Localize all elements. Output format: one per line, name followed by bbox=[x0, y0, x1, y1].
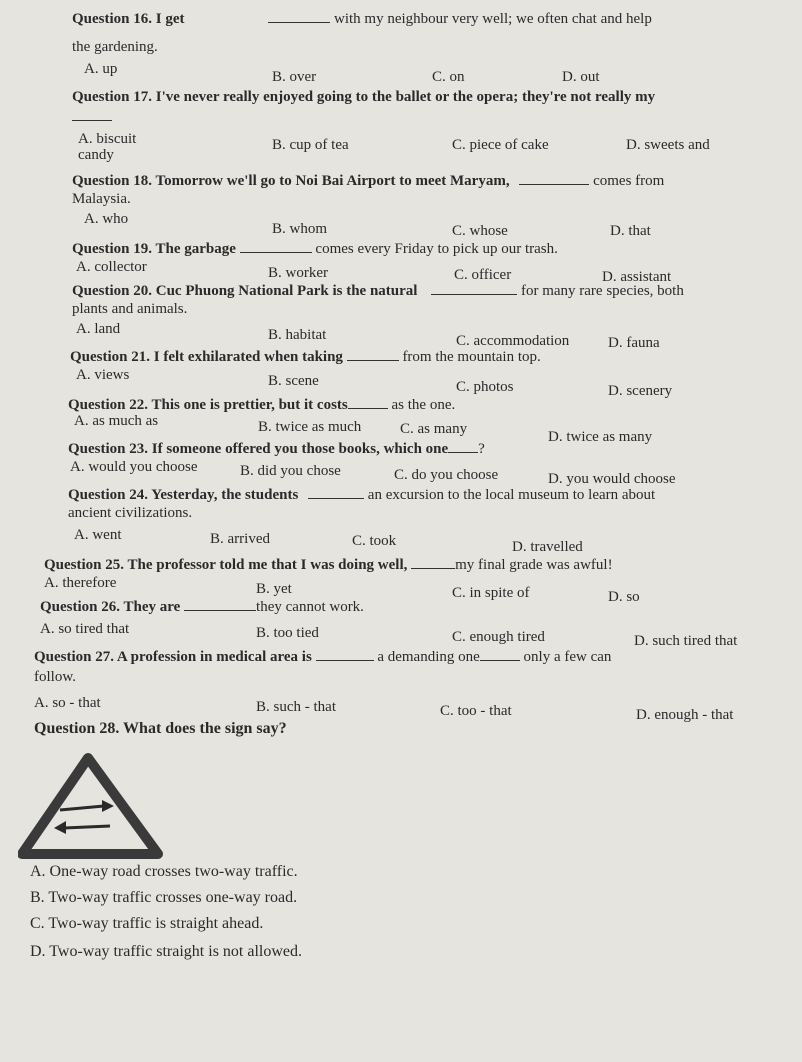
q23-option-c: C. do you choose bbox=[394, 467, 499, 483]
q16-option-a: A. up bbox=[84, 61, 118, 77]
q18-option-d: D. that bbox=[610, 223, 651, 239]
q28-stem: Question 28. What does the sign say? bbox=[34, 720, 287, 737]
q19-option-a: A. collector bbox=[76, 259, 147, 275]
q26-option-a: A. so tired that bbox=[40, 621, 130, 637]
left-arrow-icon bbox=[54, 821, 110, 834]
q28-option-c: C. Two-way traffic is straight ahead. bbox=[30, 915, 264, 932]
q24-stem-cont: ancient civilizations. bbox=[68, 505, 193, 521]
q16-option-c: C. on bbox=[432, 69, 465, 85]
q27-option-d: D. enough - that bbox=[636, 707, 734, 723]
q21-option-b: B. scene bbox=[268, 373, 319, 389]
q16-option-b: B. over bbox=[272, 69, 317, 85]
q24-stem: Question 24. Yesterday, the students an excursion to the local museum to learn about bbox=[68, 487, 656, 503]
q26-option-d: D. such tired that bbox=[634, 633, 738, 649]
q19-option-c: C. officer bbox=[454, 267, 512, 283]
q19-option-d: D. assistant bbox=[602, 269, 672, 285]
q21-option-d: D. scenery bbox=[608, 383, 673, 399]
q21-option-c: C. photos bbox=[456, 379, 514, 395]
q18-option-b: B. whom bbox=[272, 221, 328, 237]
q26-stem: Question 26. They are they cannot work. bbox=[40, 599, 364, 615]
q25-option-c: C. in spite of bbox=[452, 585, 530, 601]
q20-option-a: A. land bbox=[76, 321, 121, 337]
q22-option-b: B. twice as much bbox=[258, 419, 362, 435]
q16-stem-cont: the gardening. bbox=[72, 39, 158, 55]
q27-option-b: B. such - that bbox=[256, 699, 336, 715]
q23-stem: Question 23. If someone offered you those books, which one ? bbox=[68, 441, 485, 457]
q19-stem: Question 19. The garbage comes every Friday to pick up our trash. bbox=[72, 241, 558, 257]
q21-stem: Question 21. I felt exhilarated when taking from the mountain top. bbox=[70, 349, 541, 365]
q18-option-c: C. whose bbox=[452, 223, 508, 239]
q19-option-b: B. worker bbox=[268, 265, 328, 281]
q21-option-a: A. views bbox=[76, 367, 130, 383]
q18-stem: Question 18. Tomorrow we'll go to Noi Bai Airport to meet Maryam, comes from bbox=[72, 173, 665, 189]
q22-option-c: C. as many bbox=[400, 421, 468, 437]
q20-option-c: C. accommodation bbox=[456, 333, 570, 349]
q18-option-a: A. who bbox=[84, 211, 129, 227]
q25-stem: Question 25. The professor told me that I was doing well, my final grade was awful! bbox=[44, 557, 613, 573]
q17-option-d: D. sweets and bbox=[626, 137, 710, 153]
q17-option-c: C. piece of cake bbox=[452, 137, 549, 153]
q25-option-b: B. yet bbox=[256, 581, 292, 597]
q27-option-c: C. too - that bbox=[440, 703, 512, 719]
q17-option-a-wrap: candy bbox=[78, 147, 114, 163]
q28-option-d: D. Two-way traffic straight is not allowed. bbox=[30, 943, 303, 960]
q16-option-d: D. out bbox=[562, 69, 600, 85]
q22-option-d: D. twice as many bbox=[548, 429, 653, 445]
q23-option-a: A. would you choose bbox=[70, 459, 198, 475]
q17-option-a: A. biscuit bbox=[78, 131, 137, 147]
q25-option-d: D. so bbox=[608, 589, 640, 605]
q24-option-d: D. travelled bbox=[512, 539, 583, 555]
q27-stem: Question 27. A profession in medical area is a demanding one only a few can bbox=[34, 649, 612, 665]
q28-option-a: A. One-way road crosses two-way traffic. bbox=[30, 863, 298, 880]
q20-stem-cont: plants and animals. bbox=[72, 301, 188, 317]
q24-option-a: A. went bbox=[74, 527, 122, 543]
q27-option-a: A. so - that bbox=[34, 695, 101, 711]
q20-option-d: D. fauna bbox=[608, 335, 660, 351]
q22-stem: Question 22. This one is prettier, but it costs as the one. bbox=[68, 397, 456, 413]
q16-stem: Question 16. I get with my neighbour very well; we often chat and help bbox=[72, 11, 652, 27]
q26-option-b: B. too tied bbox=[256, 625, 319, 641]
q18-stem-cont: Malaysia. bbox=[72, 191, 131, 207]
q17-stem: Question 17. I've never really enjoyed going to the ballet or the opera; they're not really my bbox=[72, 89, 656, 105]
q20-option-b: B. habitat bbox=[268, 327, 327, 343]
q24-option-c: C. took bbox=[352, 533, 397, 549]
q23-option-d: D. you would choose bbox=[548, 471, 676, 487]
right-arrow-icon bbox=[60, 800, 114, 812]
q26-option-c: C. enough tired bbox=[452, 629, 545, 645]
q22-option-a: A. as much as bbox=[74, 413, 159, 429]
q27-stem-cont: follow. bbox=[34, 669, 76, 685]
q28-option-b: B. Two-way traffic crosses one-way road. bbox=[30, 889, 298, 906]
q17-blank bbox=[72, 108, 112, 126]
two-way-traffic-sign bbox=[18, 750, 168, 860]
q23-option-b: B. did you chose bbox=[240, 463, 341, 479]
q17-option-b: B. cup of tea bbox=[272, 137, 349, 153]
q24-option-b: B. arrived bbox=[210, 531, 270, 547]
q25-option-a: A. therefore bbox=[44, 575, 117, 591]
q20-stem: Question 20. Cuc Phuong National Park is the natural for many rare species, both bbox=[72, 283, 684, 299]
